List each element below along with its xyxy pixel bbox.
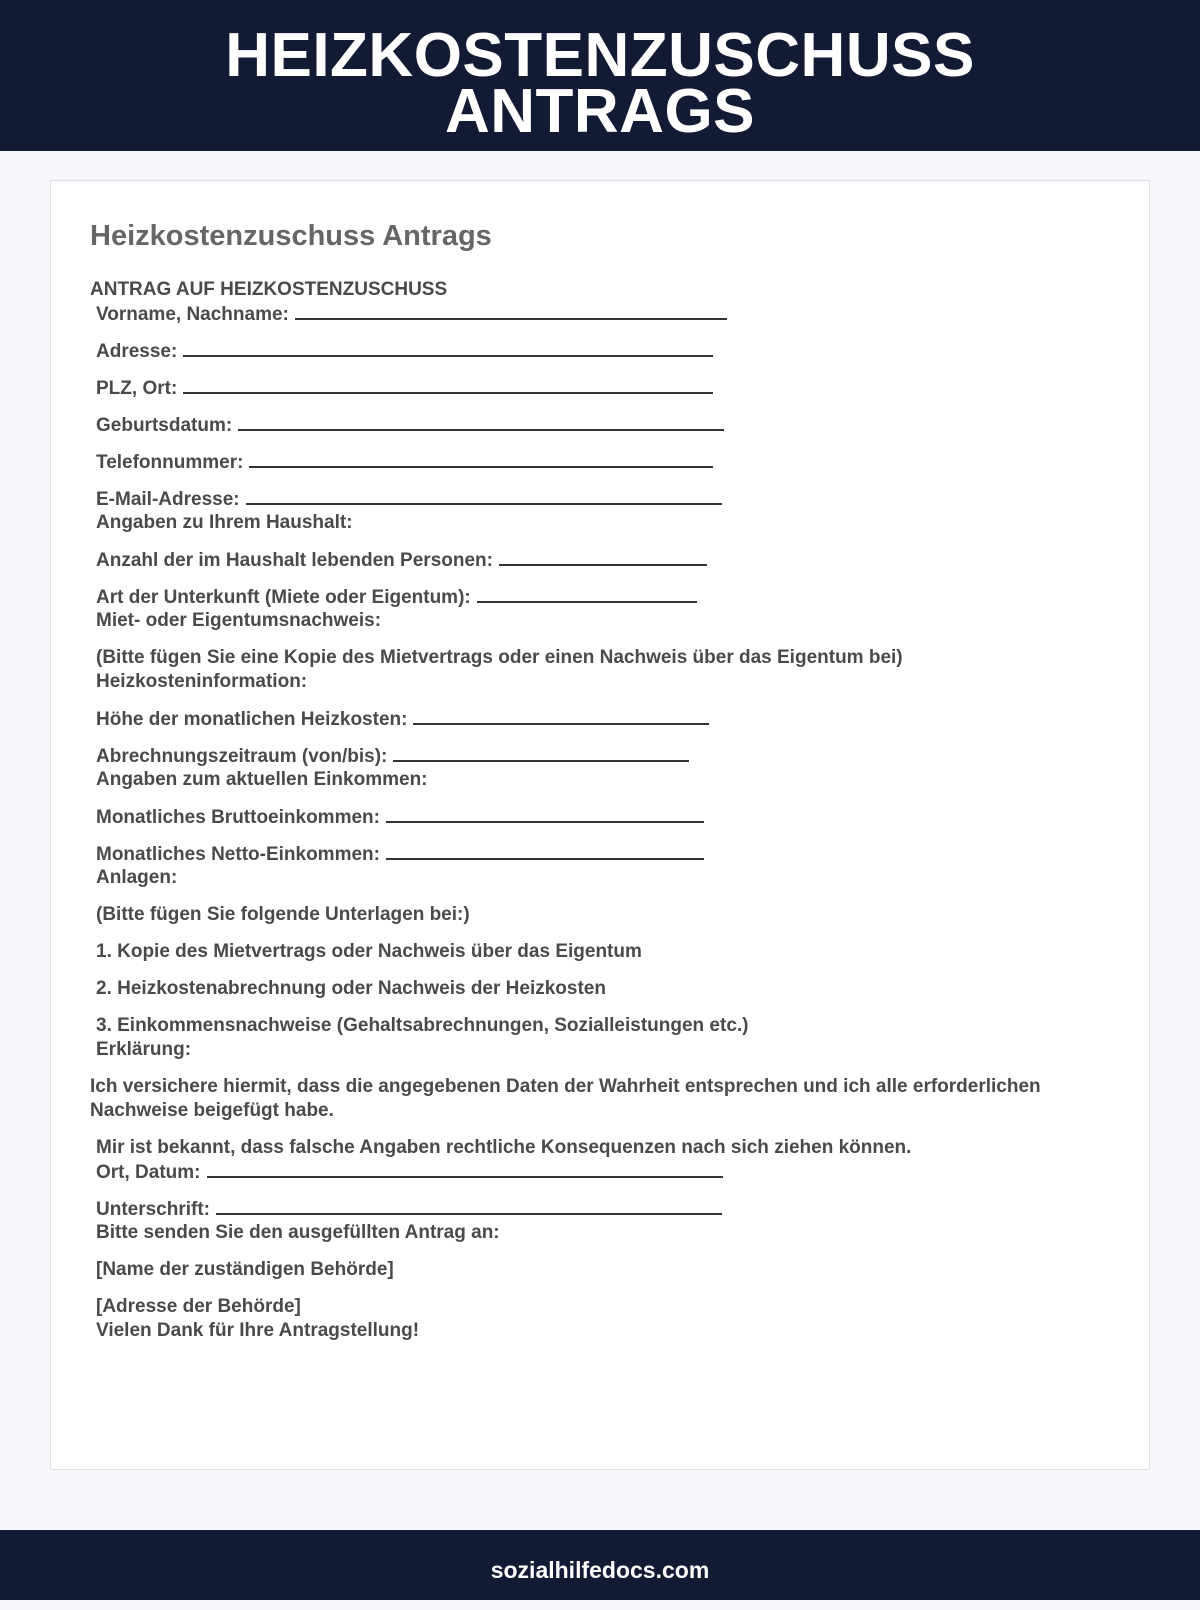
gross-income-row [96,805,704,830]
document-card [50,180,1150,1470]
housing-type-blank[interactable] [477,585,697,603]
address-label: Adresse: [96,341,178,362]
declaration-text-2: Mir ist bekannt, dass falsche Angaben rechtliche Konsequenzen nach sich ziehen können. [96,1137,912,1158]
place-date-label: Ort, Datum: [96,1162,201,1183]
net-income-row [96,842,704,867]
top-banner [0,0,1200,151]
billing-period-row [96,744,689,769]
send-to-heading: Bitte senden Sie den ausgefüllten Antrag an: [96,1222,500,1243]
declaration-text-1: Ich versichere hiermit, dass die angegebenen Daten der Wahrheit entsprechen und ich alle erforderlichen Nachweise beigefügt habe. [90,1076,1041,1121]
attachments-heading: Anlagen: [96,867,178,888]
zip-city-row [96,376,713,401]
heating-heading: Heizkosteninformation: [96,671,308,692]
footer-site-link[interactable]: sozialhilfedocs.com [490,1557,710,1583]
thanks-text: Vielen Dank für Ihre Antragstellung! [96,1320,420,1341]
email-row [96,487,722,512]
signature-blank[interactable] [216,1197,722,1215]
phone-label: Telefonnummer: [96,452,244,473]
place-date-row [96,1160,723,1185]
form-heading: ANTRAG AUF HEIZKOSTENZUSCHUSS [90,279,448,300]
birthdate-blank[interactable] [238,413,724,431]
phone-row [96,450,713,475]
footer-banner [0,1530,1200,1600]
income-heading: Angaben zum aktuellen Einkommen: [96,769,428,790]
gross-income-label: Monatliches Bruttoeinkommen: [96,807,380,828]
persons-row [96,548,707,573]
billing-period-label: Abrechnungszeitraum (von/bis): [96,746,388,767]
declaration-heading: Erklärung: [96,1039,192,1060]
attachments-note: (Bitte fügen Sie folgende Unterlagen bei:) [96,904,470,925]
name-blank[interactable] [295,302,727,320]
place-date-blank[interactable] [207,1160,723,1178]
gross-income-blank[interactable] [386,805,704,823]
proof-heading: Miet- oder Eigentumsnachweis: [96,610,382,631]
persons-blank[interactable] [499,548,707,566]
signature-row [96,1197,722,1222]
banner-title-line-2: ANTRAGS [444,77,756,146]
birthdate-row [96,413,724,438]
name-label: Vorname, Nachname: [96,304,289,325]
document-title: Heizkostenzuschuss Antrags [90,220,492,252]
monthly-costs-label: Höhe der monatlichen Heizkosten: [96,709,408,730]
authority-address: [Adresse der Behörde] [96,1296,301,1317]
billing-period-blank[interactable] [393,744,689,762]
attachment-item-3: 3. Einkommensnachweise (Gehaltsabrechnungen, Sozialleistungen etc.) [96,1015,749,1036]
authority-name: [Name der zuständigen Behörde] [96,1259,394,1280]
name-row [96,302,727,327]
housing-type-row [96,585,697,610]
address-blank[interactable] [183,339,713,357]
zip-city-label: PLZ, Ort: [96,378,178,399]
zip-city-blank[interactable] [183,376,713,394]
monthly-costs-row [96,707,709,732]
birthdate-label: Geburtsdatum: [96,415,233,436]
net-income-blank[interactable] [386,842,704,860]
address-row [96,339,713,364]
attachment-item-2: 2. Heizkostenabrechnung oder Nachweis der Heizkosten [96,978,606,999]
signature-label: Unterschrift: [96,1199,211,1220]
housing-type-label: Art der Unterkunft (Miete oder Eigentum): [96,587,471,608]
monthly-costs-blank[interactable] [413,707,709,725]
net-income-label: Monatliches Netto-Einkommen: [96,844,380,865]
household-heading: Angaben zu Ihrem Haushalt: [96,512,353,533]
email-blank[interactable] [246,487,722,505]
attachment-item-1: 1. Kopie des Mietvertrags oder Nachweis über das Eigentum [96,941,642,962]
proof-note: (Bitte fügen Sie eine Kopie des Mietvertrags oder einen Nachweis über das Eigentum bei) [96,647,903,668]
email-label: E-Mail-Adresse: [96,489,240,510]
persons-label: Anzahl der im Haushalt lebenden Personen: [96,550,493,571]
phone-blank[interactable] [249,450,713,468]
banner-title-line-1: HEIZKOSTENZUSCHUSS [225,21,975,90]
